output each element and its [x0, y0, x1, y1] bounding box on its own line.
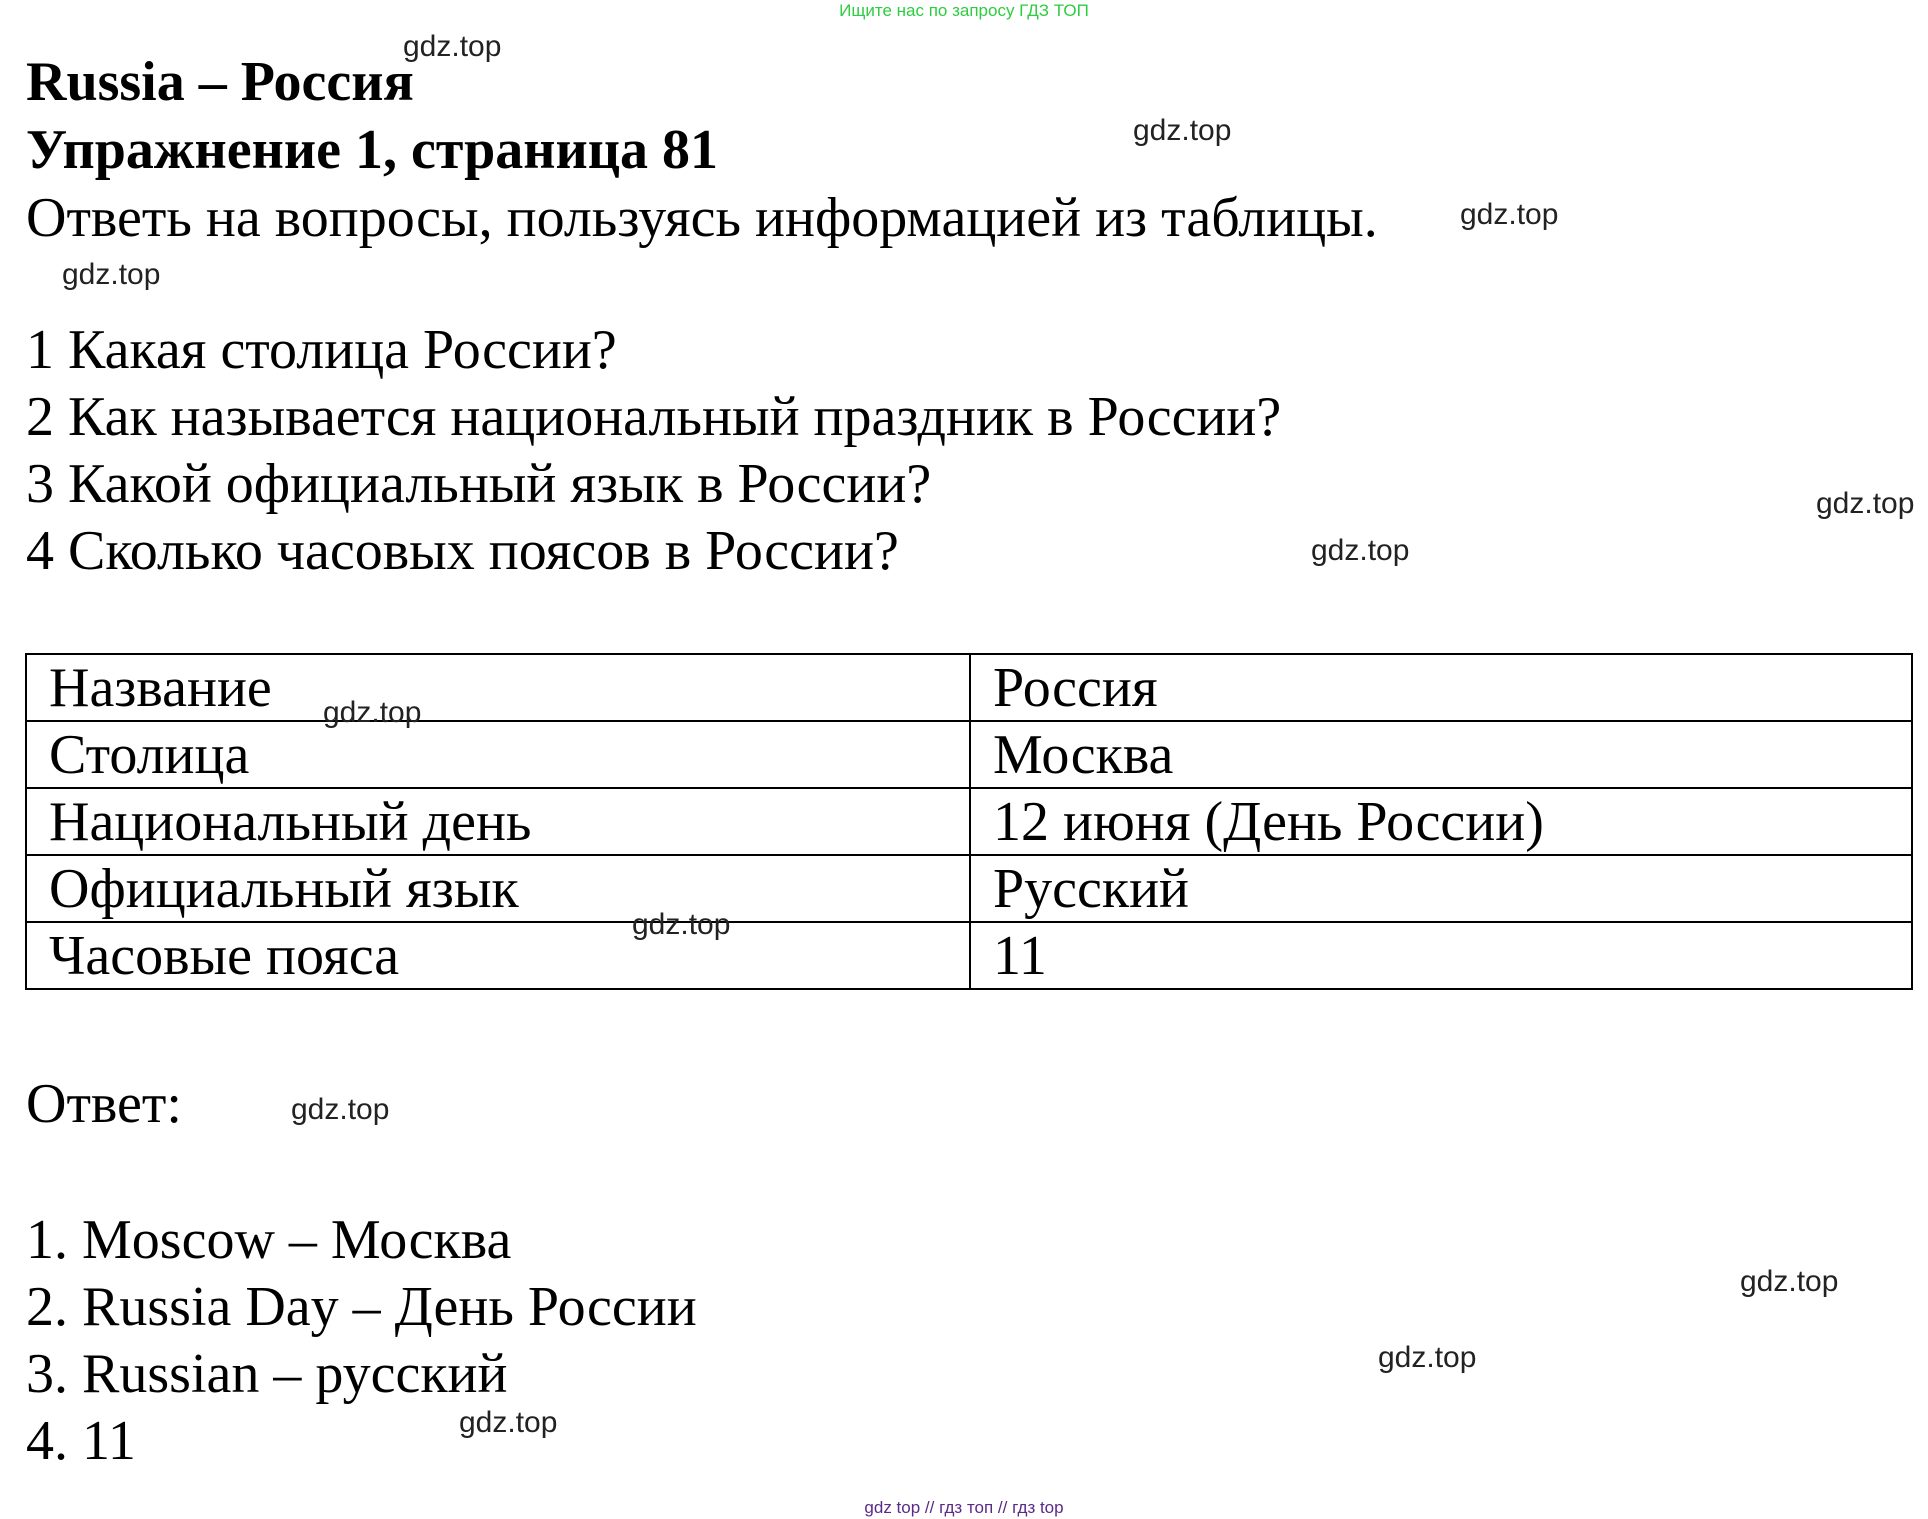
- table-row: [26, 855, 1912, 922]
- instruction-text: Ответь на вопросы, пользуясь информацией из таблицы.: [26, 187, 1378, 249]
- answer-item: 2. Russia Day – День России: [26, 1276, 697, 1338]
- page-title: Russia – Россия: [26, 51, 414, 113]
- table-cell-value: Москва: [970, 721, 1912, 788]
- table-cell-value: Русский: [970, 855, 1912, 922]
- watermark: gdz.top: [1460, 198, 1559, 231]
- watermark: gdz.top: [1816, 487, 1915, 520]
- watermark: gdz.top: [323, 696, 422, 729]
- question-item: 2 Как называется национальный праздник в России?: [26, 386, 1282, 448]
- table-row: [26, 922, 1912, 989]
- table-cell-label: Столица: [26, 721, 970, 788]
- watermark: gdz.top: [459, 1406, 558, 1439]
- question-item: 1 Какая столица России?: [26, 319, 617, 381]
- watermark: gdz.top: [403, 30, 502, 63]
- table-cell-value: 12 июня (День России): [970, 788, 1912, 855]
- answer-item: 4. 11: [26, 1410, 136, 1472]
- watermark: gdz.top: [1740, 1265, 1839, 1298]
- question-item: 4 Сколько часовых поясов в России?: [26, 520, 899, 582]
- answer-item: 1. Moscow – Москва: [26, 1209, 512, 1271]
- watermark: gdz.top: [632, 908, 731, 941]
- table-cell-value: 11: [970, 922, 1912, 989]
- table-cell-value: Россия: [970, 654, 1912, 721]
- table-cell-label: Официальный язык: [26, 855, 970, 922]
- table-row: [26, 721, 1912, 788]
- watermark: gdz.top: [62, 258, 161, 291]
- watermark: gdz.top: [1378, 1341, 1477, 1374]
- footer-text: gdz top // гдз топ // гдз top: [864, 1498, 1064, 1517]
- answer-item: 3. Russian – русский: [26, 1343, 508, 1405]
- answer-label: Ответ:: [26, 1073, 182, 1135]
- question-item: 3 Какой официальный язык в России?: [26, 453, 932, 515]
- table-row: [26, 654, 1912, 721]
- watermark: gdz.top: [291, 1093, 390, 1126]
- info-table: [25, 653, 1913, 990]
- exercise-heading: Упражнение 1, страница 81: [26, 119, 719, 181]
- watermark: gdz.top: [1133, 114, 1232, 147]
- table-cell-label: Часовые пояса: [26, 922, 970, 989]
- watermark: gdz.top: [1311, 534, 1410, 567]
- table-cell-label: Название: [26, 654, 970, 721]
- table-row: [26, 788, 1912, 855]
- table-cell-label: Национальный день: [26, 788, 970, 855]
- top-banner: Ищите нас по запросу ГДЗ ТОП: [839, 1, 1089, 20]
